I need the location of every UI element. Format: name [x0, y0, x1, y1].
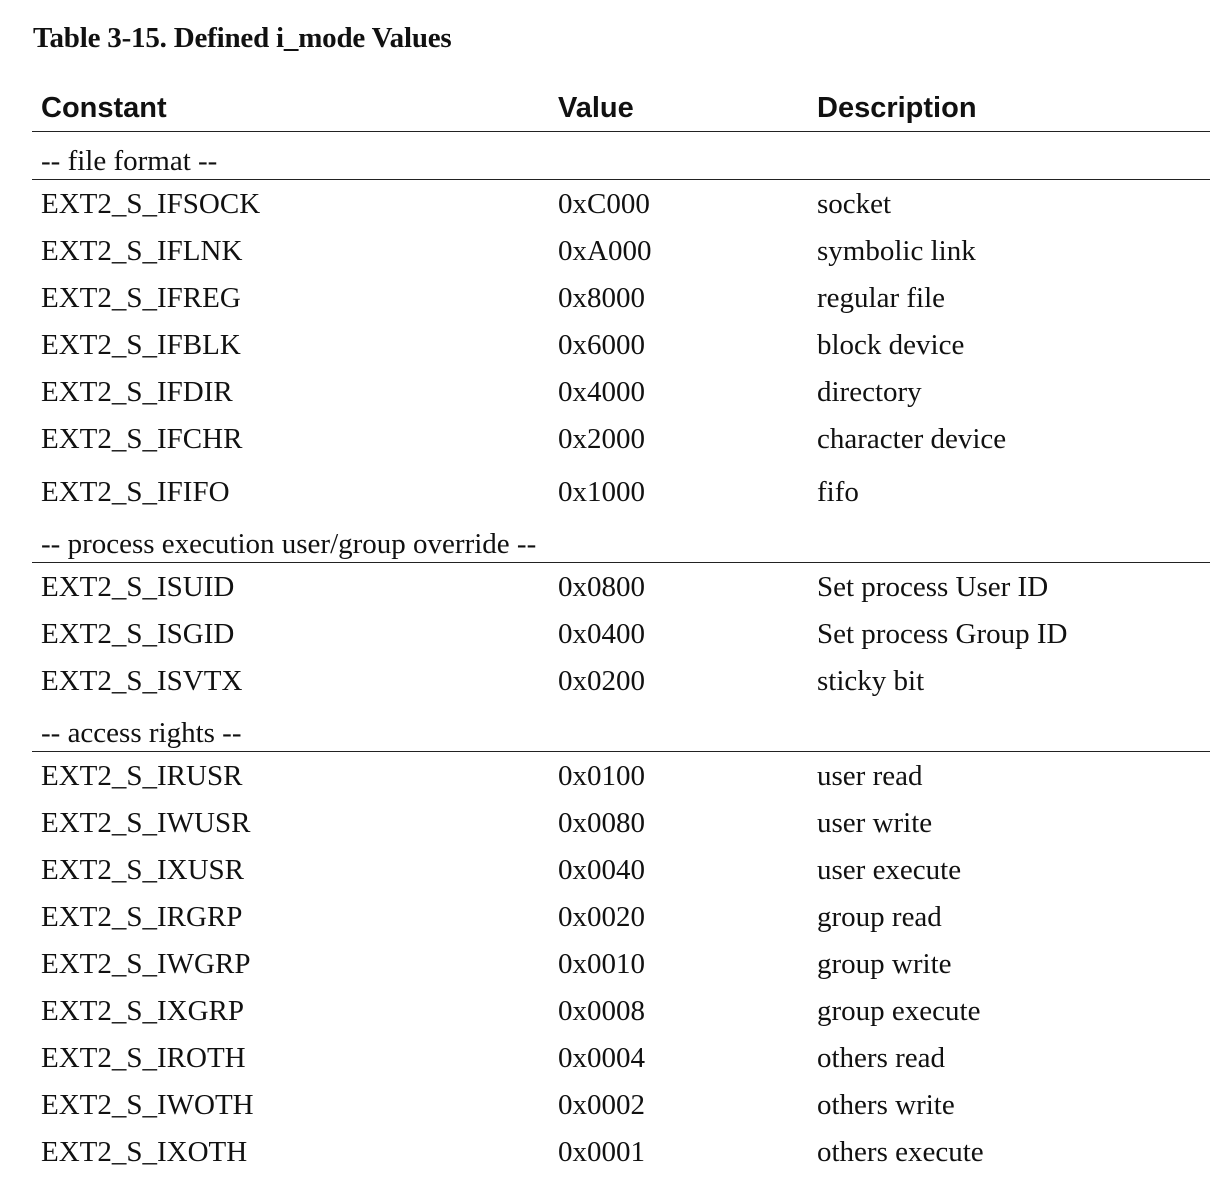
cell-constant: EXT2_S_IFDIR: [41, 376, 233, 408]
cell-description: group execute: [817, 995, 981, 1027]
cell-description: regular file: [817, 282, 946, 314]
cell-value: 0x0010: [558, 948, 645, 980]
section-header-file-format: [32, 132, 1210, 180]
header-constant: Constant: [41, 92, 167, 124]
table-row: [32, 274, 1210, 321]
cell-constant: EXT2_S_ISUID: [41, 571, 235, 603]
cell-constant: EXT2_S_IFLNK: [41, 235, 243, 267]
cell-description: character device: [817, 423, 1007, 455]
cell-value: 0x0100: [558, 760, 645, 792]
cell-value: 0x1000: [558, 476, 645, 508]
table-row: [32, 368, 1210, 415]
section-header-process-override: [32, 515, 1210, 563]
cell-value: 0x0001: [558, 1136, 645, 1168]
cell-constant: EXT2_S_IROTH: [41, 1042, 246, 1074]
cell-value: 0xA000: [558, 235, 652, 267]
cell-value: 0x6000: [558, 329, 645, 361]
header-value: Value: [558, 92, 634, 124]
section-title: -- file format --: [41, 145, 218, 177]
cell-value: 0x8000: [558, 282, 645, 314]
cell-constant: EXT2_S_ISVTX: [41, 665, 243, 697]
cell-description: socket: [817, 188, 892, 220]
cell-description: Set process User ID: [817, 571, 1049, 603]
table-row: [32, 415, 1210, 462]
table-caption: Table 3-15. Defined i_mode Values: [33, 22, 452, 54]
cell-constant: EXT2_S_IXUSR: [41, 854, 245, 886]
cell-value: 0x0002: [558, 1089, 645, 1121]
table-row: [32, 846, 1210, 893]
cell-constant: EXT2_S_ISGID: [41, 618, 235, 650]
cell-constant: EXT2_S_IRUSR: [41, 760, 243, 792]
cell-description: group read: [817, 901, 942, 933]
cell-description: Set process Group ID: [817, 618, 1068, 650]
cell-description: sticky bit: [817, 665, 925, 697]
cell-description: user write: [817, 807, 933, 839]
cell-description: others read: [817, 1042, 946, 1074]
cell-constant: EXT2_S_IXGRP: [41, 995, 245, 1027]
cell-value: 0xC000: [558, 188, 650, 220]
cell-value: 0x0080: [558, 807, 645, 839]
cell-constant: EXT2_S_IFIFO: [41, 476, 230, 508]
cell-value: 0x0004: [558, 1042, 645, 1074]
table-row: [32, 610, 1210, 657]
table-header-row: [32, 88, 1210, 132]
cell-description: user read: [817, 760, 923, 792]
cell-constant: EXT2_S_IWGRP: [41, 948, 251, 980]
cell-value: 0x0400: [558, 618, 645, 650]
header-description: Description: [817, 92, 977, 124]
table-row: [32, 180, 1210, 227]
cell-constant: EXT2_S_IFREG: [41, 282, 241, 314]
table-row: [32, 1081, 1210, 1128]
cell-constant: EXT2_S_IFSOCK: [41, 188, 261, 220]
cell-value: 0x2000: [558, 423, 645, 455]
cell-value: 0x0020: [558, 901, 645, 933]
cell-value: 0x0008: [558, 995, 645, 1027]
cell-constant: EXT2_S_IFCHR: [41, 423, 243, 455]
table-row: [32, 563, 1210, 610]
table-row: [32, 657, 1210, 704]
section-title: -- access rights --: [41, 717, 242, 749]
i-mode-table: [32, 88, 1210, 1175]
cell-value: 0x0200: [558, 665, 645, 697]
cell-description: others write: [817, 1089, 955, 1121]
cell-value: 0x0800: [558, 571, 645, 603]
cell-description: block device: [817, 329, 965, 361]
table-row: [32, 799, 1210, 846]
section-header-access-rights: [32, 704, 1210, 752]
cell-constant: EXT2_S_IFBLK: [41, 329, 241, 361]
section-title: -- process execution user/group override --: [41, 528, 537, 560]
table-row: [32, 462, 1210, 515]
cell-description: directory: [817, 376, 922, 408]
table-row: [32, 893, 1210, 940]
cell-description: fifo: [817, 476, 859, 508]
cell-description: others execute: [817, 1136, 984, 1168]
table-row: [32, 940, 1210, 987]
table-row: [32, 227, 1210, 274]
cell-constant: EXT2_S_IRGRP: [41, 901, 243, 933]
table-row: [32, 321, 1210, 368]
cell-value: 0x4000: [558, 376, 645, 408]
cell-constant: EXT2_S_IXOTH: [41, 1136, 248, 1168]
cell-description: symbolic link: [817, 235, 976, 267]
table-row: [32, 752, 1210, 799]
table-row: [32, 1034, 1210, 1081]
cell-value: 0x0040: [558, 854, 645, 886]
cell-constant: EXT2_S_IWUSR: [41, 807, 251, 839]
cell-description: group write: [817, 948, 952, 980]
table-row: [32, 987, 1210, 1034]
table-row: [32, 1128, 1210, 1175]
cell-description: user execute: [817, 854, 962, 886]
cell-constant: EXT2_S_IWOTH: [41, 1089, 254, 1121]
